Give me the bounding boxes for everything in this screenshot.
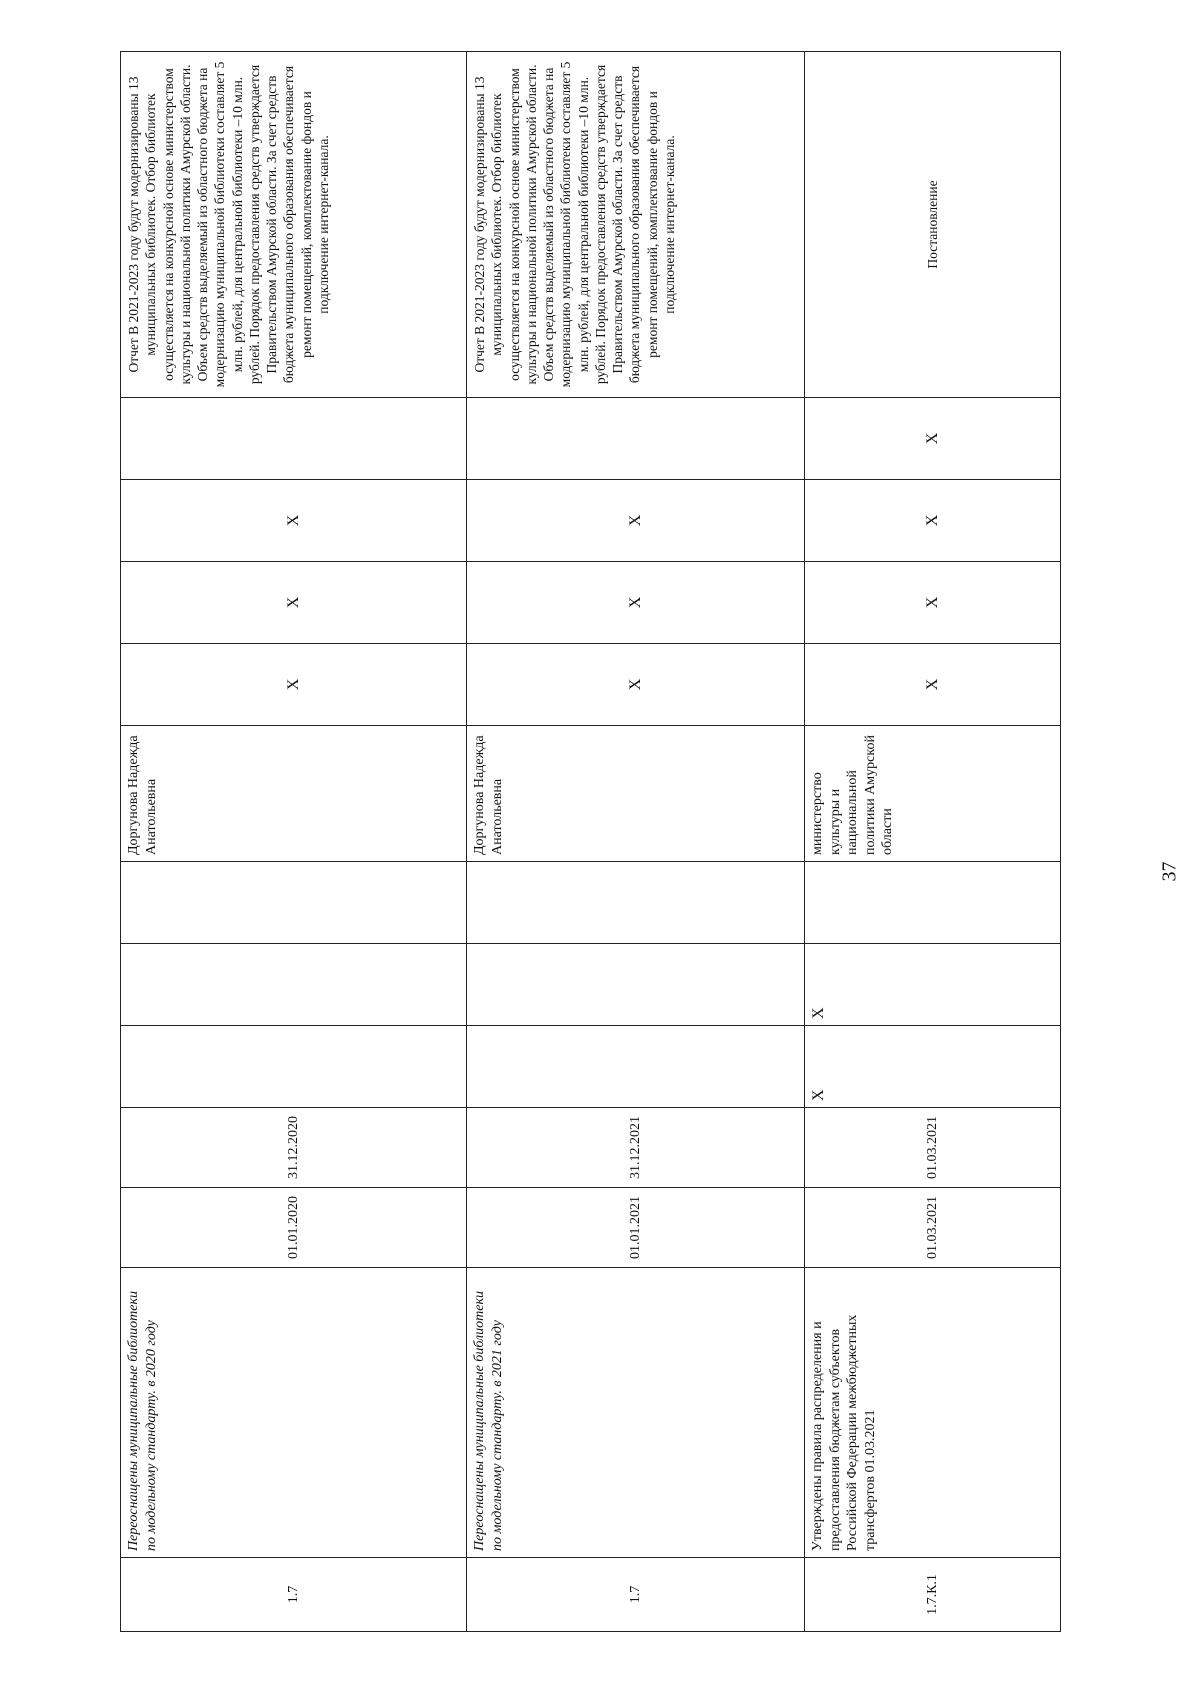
empty-cell — [467, 862, 805, 944]
x-mark: X — [121, 480, 467, 562]
row-number: 1.7.К.1 — [805, 1558, 1061, 1632]
rotated-table-container — [120, 52, 1060, 1632]
empty-cell — [121, 944, 467, 1026]
start-date: 01.01.2020 — [121, 1188, 467, 1268]
result-description: Постановление — [805, 52, 1061, 398]
row-number: 1.7 — [467, 1558, 805, 1632]
empty-cell — [121, 862, 467, 944]
table-row — [121, 52, 467, 1632]
responsible-person: Доргунова Надежда Анатольевна — [467, 726, 805, 862]
empty-cell — [805, 862, 1061, 944]
result-description: Отчет В 2021-2023 году будут модернизированы 13 муниципальных библиотек. Отбор библиотек осуществляется на конкурсной основе министерством культуры и национальной политики Амурской области. Объем средств выделяемый из областного бюджета на модернизацию муниципальной библиотеки составляет 5 млн. рублей, для центральной библиотеки –10 млн. рублей. Порядок предоставления средств утверждается Правительством Амурской области. За счет средств бюджета муниципального образования обеспечивается ремонт помещений, комплектование фондов и подключение интернет-канала. — [467, 52, 805, 398]
empty-cell — [467, 1026, 805, 1108]
table-row — [805, 52, 1061, 1632]
result-description: Отчет В 2021-2023 году будут модернизированы 13 муниципальных библиотек. Отбор библиотек осуществляется на конкурсной основе министерством культуры и национальной политики Амурской области. Объем средств выделяемый из областного бюджета на модернизацию муниципальной библиотеки составляет 5 млн. рублей, для центральной библиотеки –10 млн. рублей. Порядок предоставления средств утверждается Правительством Амурской области. За счет средств бюджета муниципального образования обеспечивается ремонт помещений, комплектование фондов и подключение интернет-канала. — [121, 52, 467, 398]
x-mark: X — [121, 562, 467, 644]
table-row — [467, 52, 805, 1632]
end-date: 31.12.2020 — [121, 1108, 467, 1188]
x-mark: X — [805, 480, 1061, 562]
row-name: Утверждены правила распределения и предоставления бюджетам субъектов Российской Федерации межбюджетных трансфертов 01.03.2021 — [805, 1268, 1061, 1558]
end-date: 01.03.2021 — [805, 1108, 1061, 1188]
x-mark: X — [805, 944, 1061, 1026]
row-number: 1.7 — [121, 1558, 467, 1632]
row-name: Переоснащены муниципальные библиотеки по модельному стандарту. в 2021 году — [467, 1268, 805, 1558]
empty-cell — [467, 944, 805, 1026]
x-mark: X — [467, 480, 805, 562]
x-mark: X — [467, 562, 805, 644]
end-date: 31.12.2021 — [467, 1108, 805, 1188]
x-mark: X — [121, 644, 467, 726]
x-mark — [467, 398, 805, 480]
start-date: 01.01.2021 — [467, 1188, 805, 1268]
row-name: Переоснащены муниципальные библиотеки по модельному стандарту. в 2020 году — [121, 1268, 467, 1558]
x-mark: X — [805, 398, 1061, 480]
plan-table — [120, 51, 1061, 1632]
responsible-org: министерство культуры и национальной политики Амурской области — [805, 726, 1061, 862]
x-mark: X — [805, 644, 1061, 726]
responsible-person: Доргунова Надежда Анатольевна — [121, 726, 467, 862]
start-date: 01.03.2021 — [805, 1188, 1061, 1268]
empty-cell — [121, 1026, 467, 1108]
x-mark: X — [805, 562, 1061, 644]
x-mark — [121, 398, 467, 480]
x-mark: X — [805, 1026, 1061, 1108]
x-mark: X — [467, 644, 805, 726]
page-number: 37 — [1158, 861, 1181, 882]
